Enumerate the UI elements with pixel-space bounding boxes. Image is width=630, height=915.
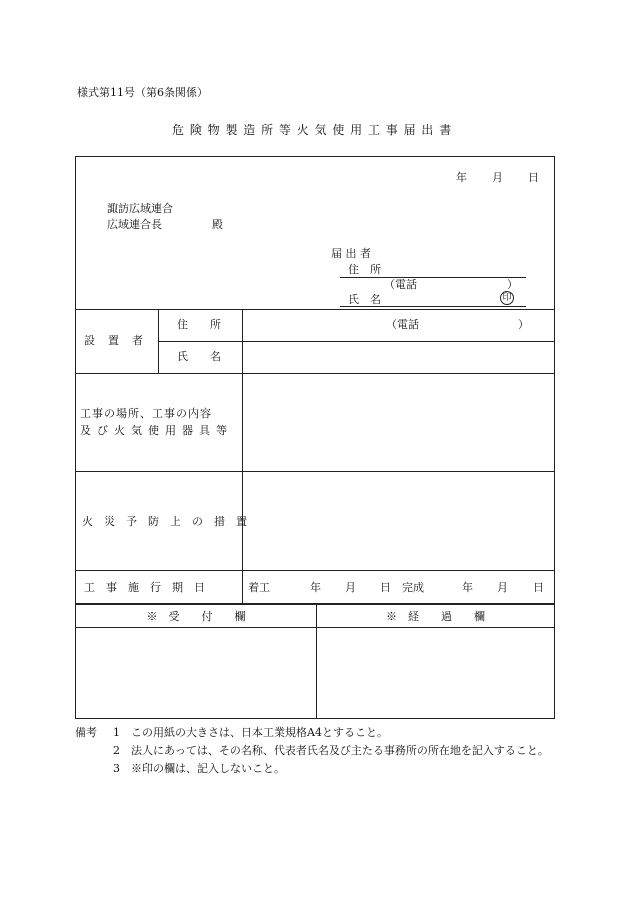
construction-start-year: 年 — [310, 581, 321, 594]
construction-complete-year: 年 — [462, 581, 473, 594]
recipient-line2: 広域連合長 — [107, 218, 162, 231]
note-text: この用紙の大きさは、日本工業規格A4とすること。 — [131, 726, 388, 739]
note-text: 法人にあっては、その名称、代表者氏名及び主たる事務所の所在地を記入すること。 — [131, 744, 549, 757]
work-place-label-line1: 工事の場所、工事の内容 — [80, 407, 212, 420]
note-number: 3 — [113, 762, 120, 775]
form-number-label: 様式第11号（第6条関係） — [77, 86, 208, 99]
reception-label: ※ 受 付 欄 — [146, 610, 246, 623]
date-day: 日 — [528, 171, 539, 184]
applicant-address-label: 住 所 — [348, 263, 381, 276]
seal-icon — [500, 291, 514, 305]
date-month: 月 — [492, 171, 503, 184]
recipient-line1: 諏訪広域連合 — [107, 202, 173, 215]
applicant-phone-open: （電話 — [384, 278, 417, 291]
progress-label: ※ 経 過 欄 — [386, 610, 485, 623]
construction-complete-day: 日 — [533, 581, 544, 594]
date-year: 年 — [456, 171, 467, 184]
form-table — [75, 156, 555, 719]
applicant-name-line — [340, 306, 526, 307]
applicant-name-label: 氏 名 — [348, 293, 381, 306]
applicant-phone-close: ） — [507, 278, 518, 291]
note-number: 1 — [113, 726, 120, 739]
construction-start-day: 日 — [380, 581, 391, 594]
construction-start-label: 着工 — [248, 581, 270, 594]
progress-header — [317, 605, 554, 627]
installer-name-label: 氏 名 — [177, 350, 221, 363]
recipient-honorific: 殿 — [212, 218, 223, 231]
applicant-address-line — [340, 277, 526, 278]
fire-prevention-label: 火 災 予 防 上 の 措 置 — [82, 515, 247, 528]
installer-label: 設 置 者 — [84, 334, 144, 347]
note-number: 2 — [113, 744, 120, 757]
construction-complete-label: 完成 — [402, 581, 424, 594]
construction-start-month: 月 — [345, 581, 356, 594]
applicant-label: 届 出 者 — [331, 247, 371, 260]
installer-address-label: 住 所 — [177, 318, 221, 331]
construction-complete-month: 月 — [497, 581, 508, 594]
installer-phone-close: ） — [518, 318, 529, 331]
installer-phone-open: （電話 — [386, 318, 419, 331]
construction-period-label: 工 事 施 行 期 日 — [84, 581, 205, 594]
document-title: 危 険 物 製 造 所 等 火 気 使 用 工 事 届 出 書 — [172, 123, 453, 137]
seal-text: 印 — [502, 292, 512, 303]
work-place-label-line2: 及び火気使用器具等 — [80, 424, 233, 437]
notes-heading: 備考 — [75, 726, 97, 739]
reception-header — [76, 605, 316, 627]
note-text: ※印の欄は、記入しないこと。 — [131, 762, 285, 775]
